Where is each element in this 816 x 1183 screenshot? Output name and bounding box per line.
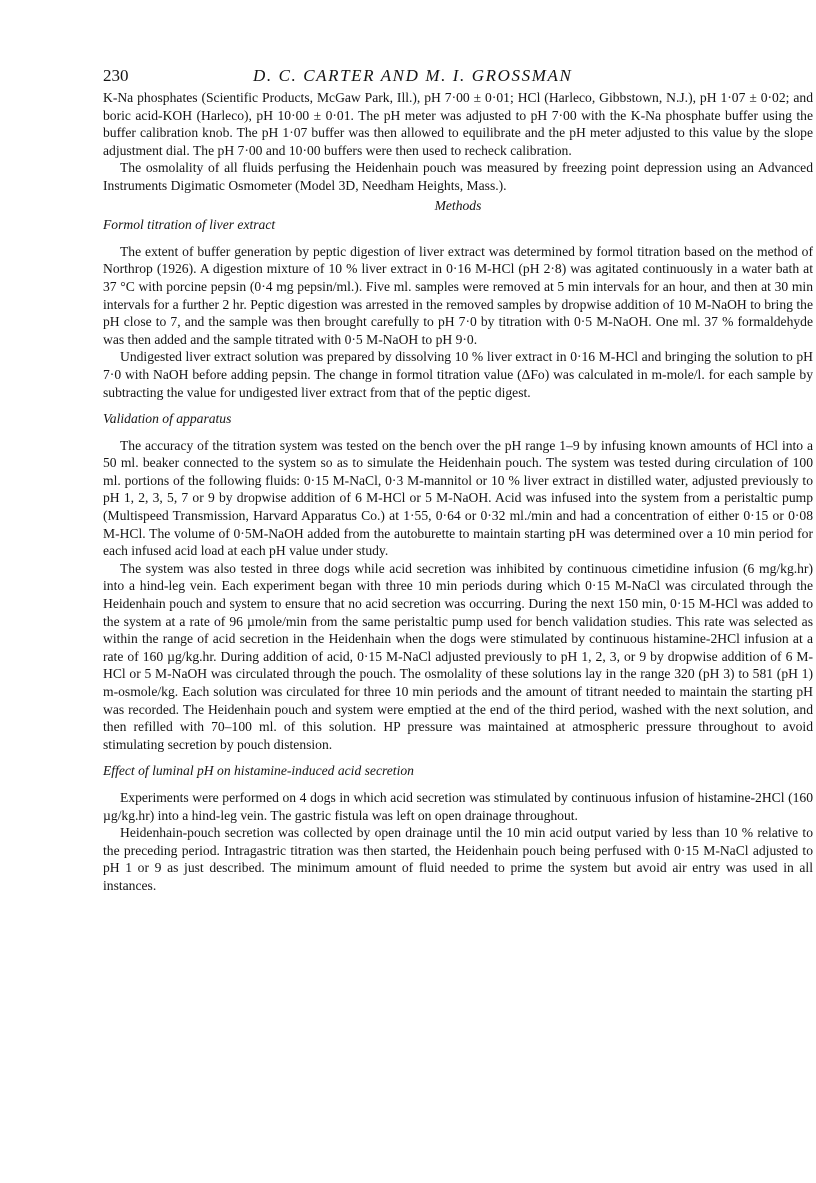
section-heading-methods: Methods xyxy=(434,197,482,213)
paragraph-pouch-secretion: Heidenhain-pouch secretion was collected by open drainage until the 10 min acid output varied by less than 10 % relative to the preceding period. Intragastric titration was then started, the Heidenhain pouch being perfused with 0·15 M-NaCl adjusted to pH 1 or 9 as just described. The minimum amount of fluid needed to prime the system but avoid air entry was used in all instances. xyxy=(103,825,813,893)
paragraph-formol-undigested: Undigested liver extract solution was prepared by dissolving 10 % liver extract in 0·16 M-HCl and bringing the solution to pH 7·0 with NaOH before adding pepsin. The change in formol titration value (ΔFo) was calculated in m-mole/l. for each sample by subtracting the value for undigested liver extract from that of the peptic digest. xyxy=(103,349,813,400)
subheading-formol-titration: Formol titration of liver extract xyxy=(103,217,276,233)
paragraph-histamine-experiments: Experiments were performed on 4 dogs in which acid secretion was stimulated by continuous infusion of histamine-2HCl (160 µg/kg.hr) into a hind-leg vein. The gastric fistula was left on open drainage throughout. xyxy=(103,789,813,823)
paragraph-bench-validation: The accuracy of the titration system was tested on the bench over the pH range 1–9 by infusing known amounts of HCl into a 50 ml. beaker connected to the system so as to simulate the Heidenhain pouch. The system was tested during circulation of 100 ml. portions of the following fluids: 0·15 M-NaCl, 0·3 M-mannitol or 10 % liver extract in distilled water, adjusted previously to pH 1, 2, 3, 5, 7 or 9 by dropwise addition of 6 M-HCl or 5 M-NaOH. Acid was infused into the system from a peristaltic pump (Multispeed Transmission, Harvard Apparatus Co.) at 1·55, 0·64 or 0·32 ml./min and had a concentration of either 0·15 or 0·08 M-HCl. The volume of 0·5M-NaOH added from the autoburette to maintain starting pH was determined over a 10 min period for each infused acid load at each pH value under study. xyxy=(103,437,813,559)
author-names: D. C. CARTER AND M. I. GROSSMAN xyxy=(253,66,573,85)
paragraph-formol-procedure: The extent of buffer generation by peptic digestion of liver extract was determined by formol titration based on the method of Northrop (1926). A digestion mixture of 10 % liver extract in 0·16 M-HCl (pH 2·8) was agitated continuously in a water bath at 37 °C with porcine pepsin (0·4 mg pepsin/ml.). Five ml. samples were removed at 5 min intervals for an hour, and then at 30 min intervals for a further 2 hr. Peptic digestion was arrested in the removed samples by dropwise addition of 10 M-NaOH to bring the pH close to 7, and the sample was then brought carefully to pH 7·0 by titration with 0·5 M-NaOH. One ml. 37 % formaldehyde was then added and the sample titrated with 0·5 M-NaOH to pH 9·0. xyxy=(103,243,813,347)
journal-page xyxy=(103,66,813,895)
subheading-validation: Validation of apparatus xyxy=(103,411,232,427)
paragraph-osmolality: The osmolality of all fluids perfusing the Heidenhain pouch was measured by freezing point depression using an Advanced Instruments Digimatic Osmometer (Model 3D, Needham Heights, Mass.). xyxy=(103,160,813,193)
page-number: 230 xyxy=(103,66,129,85)
paragraph-buffer-calibration: K-Na phosphates (Scientific Products, McGaw Park, Ill.), pH 7·00 ± 0·01; HCl (Harleco, Gibbstown, N.J.), pH 1·07 ± 0·02; and boric acid-KOH (Harleco), pH 10·00 ± 0·01. The pH meter was adjusted to pH 7·00 with the K-Na phosphate buffer using the buffer calibration knob. The pH 1·07 buffer was then allowed to equilibrate and the pH meter adjusted to this value by the slope adjustment dial. The pH 7·00 and 10·00 buffers were then used to recheck calibration. xyxy=(103,90,813,158)
section-gap xyxy=(103,401,813,410)
section-gap xyxy=(103,753,813,762)
running-head xyxy=(103,66,813,86)
subheading-luminal-ph-effect: Effect of luminal pH on histamine-induced acid secretion xyxy=(103,763,414,779)
paragraph-dog-validation: The system was also tested in three dogs while acid secretion was inhibited by continuous cimetidine infusion (6 mg/kg.hr) into a hind-leg vein. Each experiment began with three 10 min periods during which 0·15 M-NaCl was circulated through the Heidenhain pouch and system to ensure that no acid secretion was occurring. During the next 150 min, 0·15 M-HCl was added to the system at a rate of 96 µmole/min from the same peristaltic pump used for bench validation studies. This rate was selected as within the range of acid secretion in the Heidenhain when the dogs were stimulated by continuous histamine-2HCl infusion at a rate of 160 µg/kg.hr. During addition of acid, 0·15 M-NaCl adjusted previously to pH 1, 2, 3, or 9 by dropwise addition of 6 M-HCl or 5 M-NaOH was circulated through the pouch. The osmolality of these solutions lay in the range 320 (pH 3) to 581 (pH 1) m-osmole/kg. Each solution was circulated for three 10 min periods and the amount of titrant needed to maintain the starting pH was recorded. The Heidenhain pouch and system were emptied at the end of the third period, washed with the next solution, and then refilled with 70–100 ml. of this solution. HP pressure was maintained at atmospheric pressure throughout to avoid stimulating secretion by pouch distension. xyxy=(103,560,813,752)
